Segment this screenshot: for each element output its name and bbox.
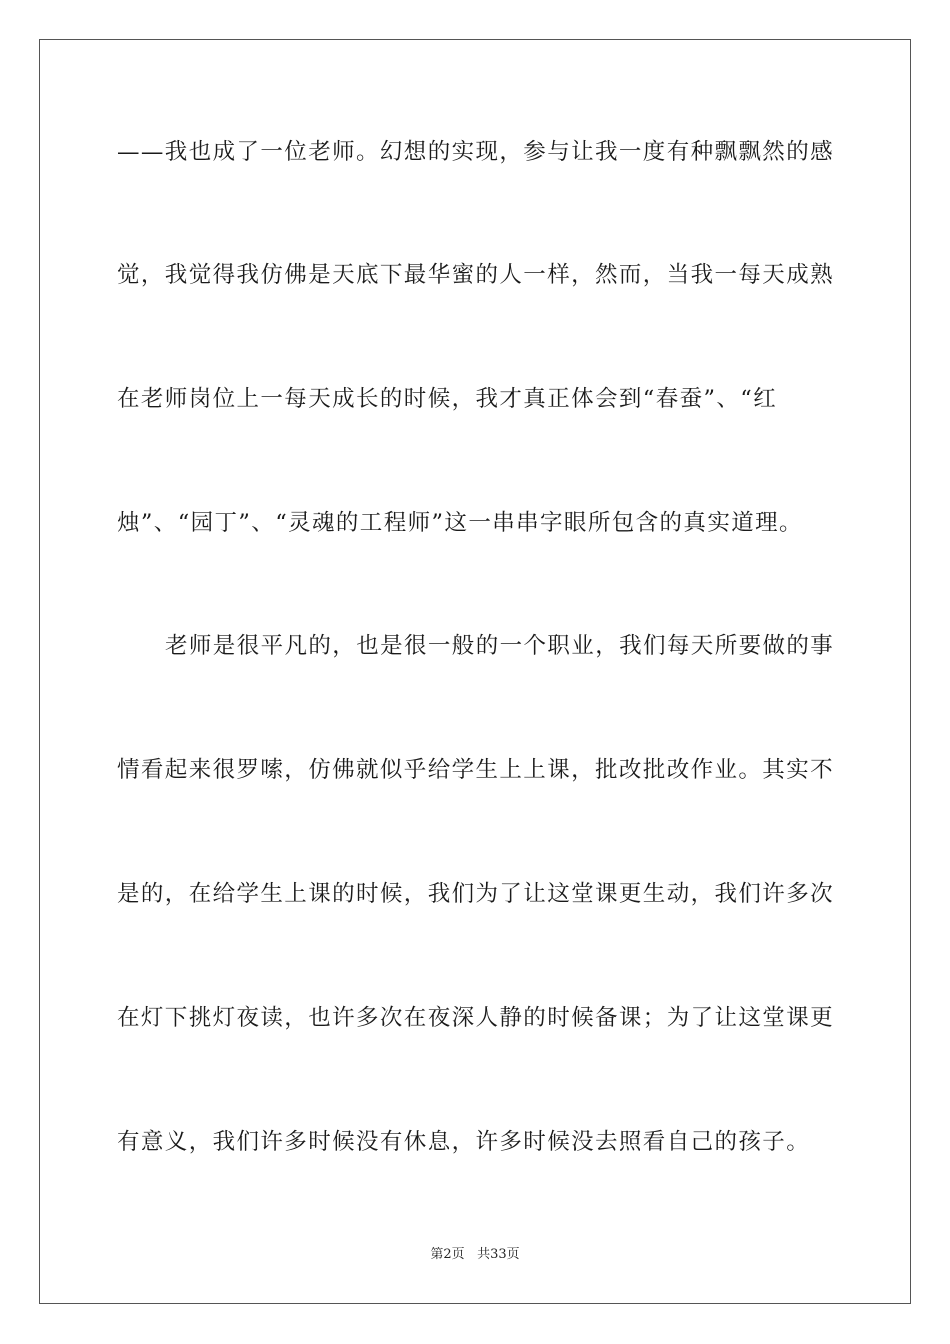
text-line: 觉，我觉得我仿佛是天底下最华蜜的人一样，然而，当我一每天成熟 [117,262,835,288]
page-footer [0,1246,950,1264]
text-line: ——我也成了一位老师。幻想的实现，参与让我一度有种飘飘然的感 [117,139,835,165]
text-line: 是的，在给学生上课的时候，我们为了让这堂课更生动，我们许多次 [117,881,835,907]
text-line: 烛”、“园丁”、“灵魂的工程师”这一串串字眼所包含的真实道理。 [117,510,803,536]
text-line: 在灯下挑灯夜读，也许多次在夜深人静的时候备课；为了让这堂课更 [117,1005,835,1031]
text-line: 在老师岗位上一每天成长的时候，我才真正体会到“春蚕”、“红 [117,386,778,412]
page-frame [39,39,911,1304]
page-total: 共33页 [477,1247,520,1262]
page-number: 第2页 [430,1247,465,1262]
paragraph-first-line: 老师是很平凡的，也是很一般的一个职业，我们每天所要做的事 [165,633,835,659]
text-line: 情看起来很罗嗦，仿佛就似乎给学生上上课，批改批改作业。其实不 [117,757,835,783]
text-line: 有意义，我们许多时候没有休息，许多时候没去照看自己的孩子。 [117,1129,811,1155]
